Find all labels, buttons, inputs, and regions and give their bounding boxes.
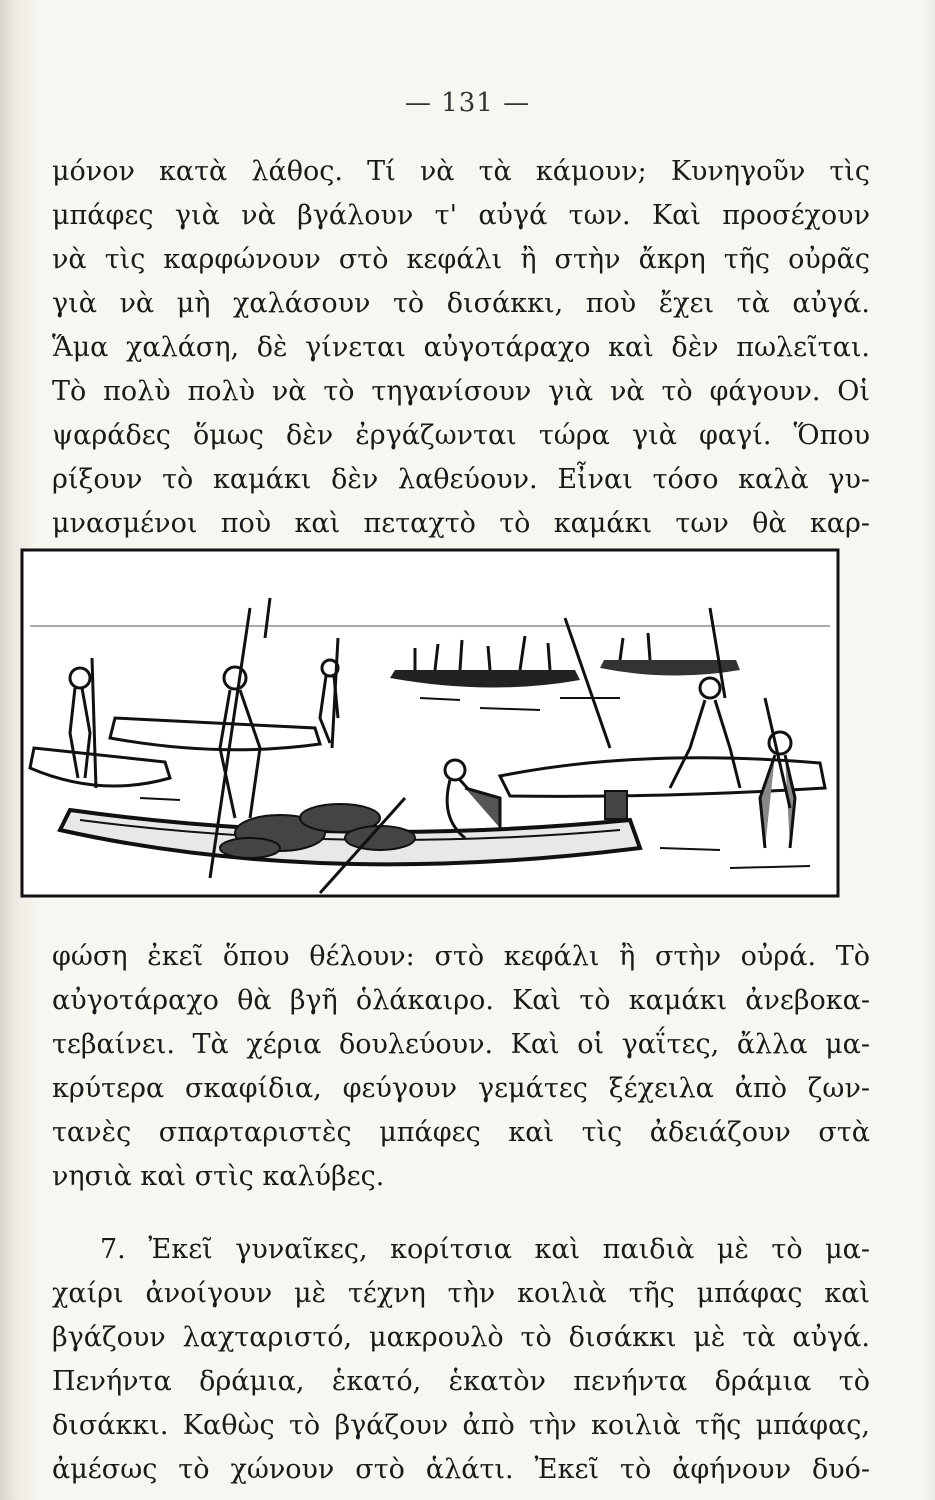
text-line: ἀμέσως τὸ χώνουν στὸ ἁλάτι. Ἐκεῖ τὸ ἀφήνουν δυό- (52, 1454, 870, 1485)
bucket (605, 791, 627, 819)
text-line: νὰ τὶς καρφώνουν στὸ κεφάλι ἢ στὴν ἄκρη τῆς οὐρᾶς (52, 244, 870, 275)
text-line: Ἅμα χαλάση, δὲ γίνεται αὐγοτάραχο καὶ δὲν πωλεῖται. (52, 332, 870, 363)
text-line: ρίξουν τὸ καμάκι δὲν λαθεύουν. Εἶναι τόσο καλὰ γυ- (52, 464, 870, 495)
text-line: τεβαίνει. Τὰ χέρια δουλεύουν. Καὶ οἱ γαΐτες, ἄλλα μα- (52, 1029, 870, 1060)
illustration-drawing (20, 548, 840, 898)
text-line: γιὰ νὰ μὴ χαλάσουν τὸ δισάκκι, ποὺ ἔχει τὰ αὐγά. (52, 288, 870, 319)
text-line: νησιὰ καὶ στὶς καλύβες. (52, 1161, 385, 1192)
text-line: μπάφες γιὰ νὰ βγάλουν τ' αὐγά των. Καὶ προσέχουν (52, 200, 870, 231)
text-line: δισάκκι. Καθὼς τὸ βγάζουν ἀπὸ τὴν κοιλιὰ τῆς μπάφας, (52, 1410, 870, 1441)
text-line: τανὲς σπαρταριστὲς μπάφες καὶ τὶς ἀδειάζουν στὰ (52, 1117, 870, 1148)
page-number: — 131 — (404, 88, 531, 118)
text-line: κρύτερα σκαφίδια, φεύγουν γεμάτες ξέχειλα ἀπὸ ζων- (52, 1073, 870, 1104)
fishermen-with-spears-illustration (20, 548, 840, 898)
text-line: αὐγοτάραχο θὰ βγῆ ὁλάκαιρο. Καὶ τὸ καμάκι ἀνεβοκα- (52, 985, 870, 1016)
middle-paragraph (52, 935, 870, 1199)
bottom-paragraph (52, 1228, 870, 1492)
text-line: μόνον κατὰ λάθος. Τί νὰ τὰ κάμουν; Κυνηγοῦν τὶς (52, 156, 870, 187)
text-line: 7. Ἐκεῖ γυναῖκες, κορίτσια καὶ παιδιὰ μὲ τὸ μα- (100, 1234, 870, 1265)
top-paragraph (52, 150, 870, 546)
text-line: Τὸ πολὺ πολὺ νὰ τὸ τηγανίσουν γιὰ νὰ τὸ φάγουν. Οἱ (52, 376, 870, 407)
text-line: βγάζουν λαχταριστό, μακρουλὸ τὸ δισάκκι μὲ τὰ αὐγά. (52, 1322, 870, 1353)
text-line: ψαράδες ὅμως δὲν ἐργάζωνται τώρα γιὰ φαγί. Ὅπου (52, 420, 870, 451)
text-line: φώση ἐκεῖ ὅπου θέλουν: στὸ κεφάλι ἢ στὴν οὐρά. Τὸ (52, 941, 870, 972)
text-line: Πενήντα δράμια, ἑκατό, ἑκατὸν πενήντα δράμια τὸ (52, 1366, 870, 1397)
text-line: χαίρι ἀνοίγουν μὲ τέχνη τὴν κοιλιὰ τῆς μπάφας καὶ (52, 1278, 870, 1309)
text-line: μνασμένοι ποὺ καὶ πεταχτὸ τὸ καμάκι των θὰ καρ- (52, 508, 870, 539)
